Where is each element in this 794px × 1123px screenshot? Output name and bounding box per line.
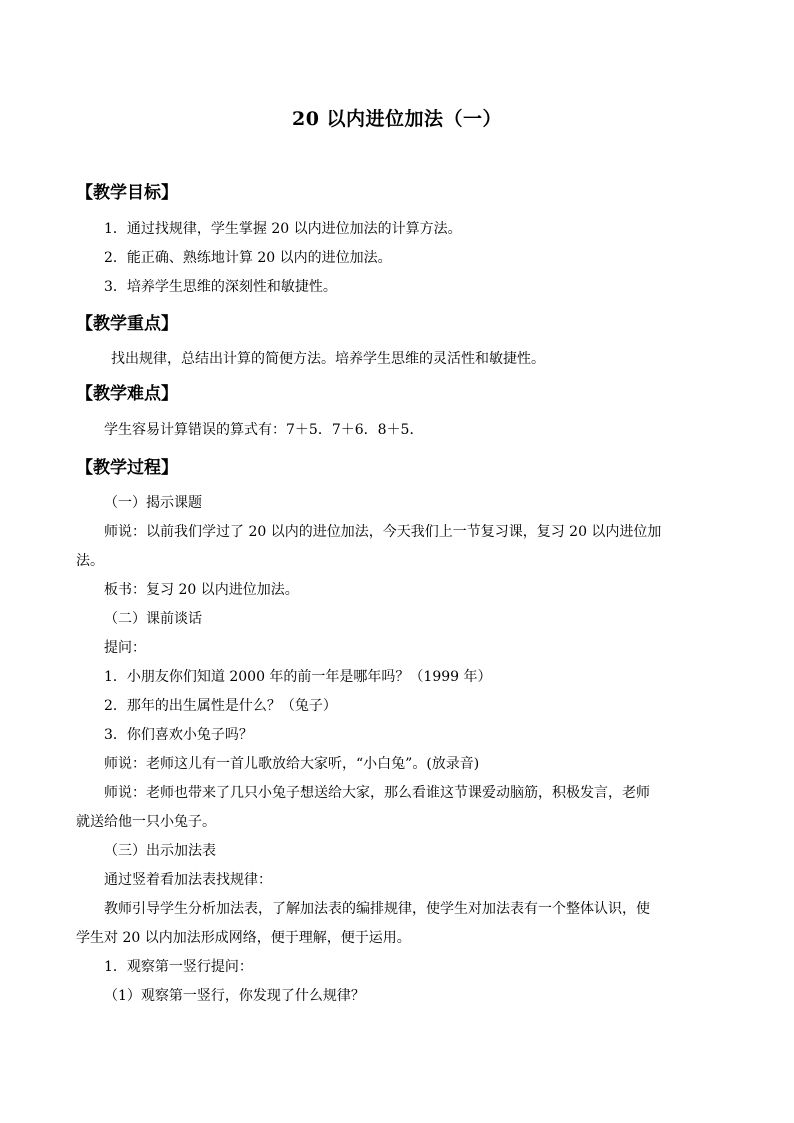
process-line: 3．你们喜欢小兔子吗？ bbox=[104, 727, 253, 743]
process-line: 1．观察第一竖行提问： bbox=[104, 959, 253, 975]
heading-teaching-process: 【教学过程】 bbox=[76, 458, 178, 478]
process-line: （1）观察第一竖行，你发现了什么规律？ bbox=[104, 988, 365, 1004]
process-line: 学生对 20 以内加法形成网络，便于理解，便于运用。 bbox=[76, 930, 411, 946]
difficulties-text: 学生容易计算错误的算式有：7＋5．7＋6．8＋5． bbox=[104, 422, 424, 438]
process-line: 2．那年的出生属性是什么？（兔子） bbox=[104, 698, 337, 714]
process-line: 1．小朋友你们知道 2000 年的前一年是哪年吗？（1999 年） bbox=[104, 669, 492, 685]
process-line: 教师引导学生分析加法表，了解加法表的编排规律，使学生对加法表有一个整体认识，使 bbox=[104, 901, 650, 917]
process-line: （一）揭示课题 bbox=[104, 495, 202, 511]
process-line: 师说：以前我们学过了 20 以内的进位加法，今天我们上一节复习课，复习 20 以内进位加 bbox=[104, 524, 662, 540]
process-line: 通过竖着看加法表找规律： bbox=[104, 872, 272, 888]
key-points-text: 找出规律，总结出计算的简便方法。培养学生思维的灵活性和敏捷性。 bbox=[111, 351, 545, 367]
heading-teaching-goals: 【教学目标】 bbox=[76, 183, 178, 203]
process-line: 提问： bbox=[104, 640, 146, 656]
goal-item-1: 1．通过找规律，学生掌握 20 以内进位加法的计算方法。 bbox=[104, 221, 462, 237]
process-line: 板书：复习 20 以内进位加法。 bbox=[104, 582, 299, 598]
goal-item-3: 3．培养学生思维的深刻性和敏捷性。 bbox=[104, 279, 337, 295]
goal-item-2: 2．能正确、熟练地计算 20 以内的进位加法。 bbox=[104, 250, 392, 266]
process-line: （三）出示加法表 bbox=[104, 843, 216, 859]
process-line: 师说：老师也带来了几只小兔子想送给大家，那么看谁这节课爱动脑筋，积极发言，老师 bbox=[104, 785, 650, 801]
document-title: 20 以内进位加法（一） bbox=[291, 108, 503, 130]
heading-key-points: 【教学重点】 bbox=[76, 314, 178, 334]
heading-difficulties: 【教学难点】 bbox=[76, 384, 178, 404]
process-line: （二）课前谈话 bbox=[104, 611, 202, 627]
process-line: 法。 bbox=[76, 553, 104, 569]
process-line: 就送给他一只小兔子。 bbox=[76, 814, 216, 830]
process-line: 师说：老师这儿有一首儿歌放给大家听，“小白兔”。(放录音) bbox=[104, 756, 480, 772]
